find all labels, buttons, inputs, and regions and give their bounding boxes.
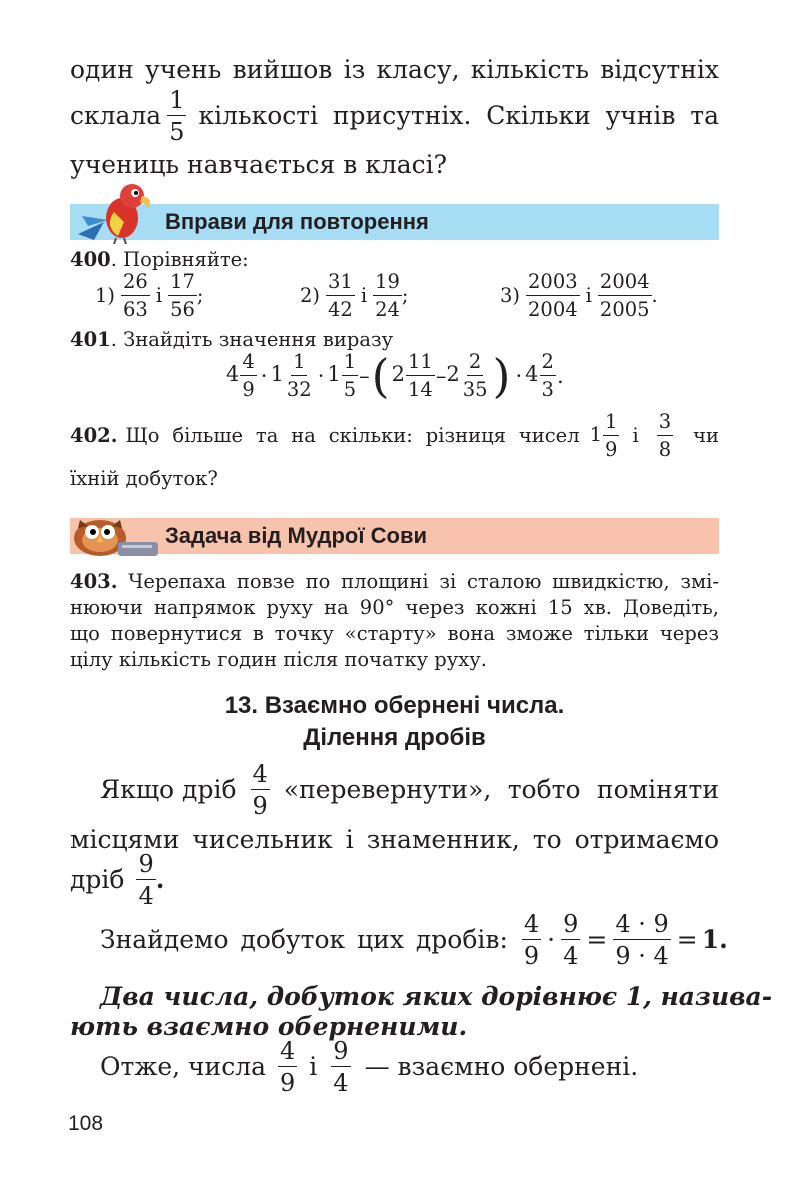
owl-icon — [70, 512, 162, 560]
p1-pre: Якщо дріб — [100, 775, 237, 804]
p2-pre: Знайдемо добуток цих дробів: — [100, 925, 508, 954]
intro-line-2-post: кількості присутніх. Скільки учнів та — [198, 101, 719, 130]
ex402-conj: і — [632, 423, 639, 447]
ex400-item-2-conj: і — [360, 283, 368, 307]
intro-line-2-pre: склала — [70, 101, 162, 130]
ex403-number: 403. — [70, 570, 118, 593]
ex401-minus-2: – — [435, 363, 447, 388]
p2-eq-1: = — [586, 925, 608, 954]
ex400-item-2-a: $\frac{31}{42}$ — [328, 270, 353, 321]
ex400-item-2 — [300, 272, 409, 319]
p3-line — [100, 1039, 638, 1095]
ex401-m1: 4 $\frac{4}{9}$ — [226, 350, 255, 401]
ex400-item-1 — [95, 272, 204, 319]
ex400-item-3-label: 3) — [500, 283, 521, 307]
ex400-item-2-end: ; — [401, 283, 409, 307]
ex403-line-4: цілу кількість годин після початку руху. — [70, 648, 487, 671]
p3-frac-2: $\frac{9}{4}$ — [333, 1037, 349, 1097]
p3-conj: і — [309, 1052, 318, 1081]
ex401-text: . Знайдіть значення виразу — [110, 328, 394, 351]
ex400-item-1-b: $\frac{17}{56}$ — [170, 270, 195, 321]
ex402-post: чи — [693, 423, 719, 447]
section-title-1: 13. Взаємно обернені числа. — [224, 692, 565, 719]
page-number: 108 — [68, 1112, 104, 1135]
ex401-number: 401 — [70, 328, 111, 351]
intro-line-2 — [70, 88, 719, 144]
owl-banner — [70, 518, 719, 554]
ex402-text: Що більше та на скільки: різниця чисел — [125, 423, 580, 447]
p2-line — [100, 912, 728, 968]
p1-line-3-pre: дріб — [70, 865, 125, 894]
ex402-line-1 — [70, 412, 719, 459]
ex400-item-2-b: $\frac{19}{24}$ — [375, 270, 400, 321]
p1-line-1 — [100, 762, 719, 818]
ex401-m4: 2 $\frac{11}{14}$ — [391, 350, 433, 401]
review-banner-title: Вправи для повторення — [165, 209, 429, 234]
ex401-m2: 1 $\frac{1}{32}$ — [270, 350, 312, 401]
p1-line-2: місцями чисельник і знаменник, то отримаємо — [70, 825, 719, 854]
ex401-m6: 4 $\frac{2}{3}$ — [525, 350, 554, 401]
p1-line-3-end: . — [155, 865, 165, 894]
p3-pre: Отже, числа — [100, 1052, 266, 1081]
intro-line-1: один учень вийшов із класу, кількість відсутніх — [70, 55, 719, 84]
definition-line-2: ють взаємно оберненими. — [70, 1012, 468, 1041]
ex401-expression — [226, 348, 564, 403]
p2-result: 1. — [701, 925, 728, 954]
ex402-number: 402. — [70, 423, 118, 447]
ex401-m3: 1 $\frac{1}{5}$ — [327, 350, 357, 401]
ex400-item-3-end: . — [651, 283, 658, 307]
ex402-mixed: 1 $\frac{1}{9}$ — [589, 410, 618, 461]
ex400-item-1-end: ; — [196, 283, 204, 307]
ex400-item-2-label: 2) — [300, 283, 321, 307]
p2-eq-2: = — [676, 925, 698, 954]
ex403-line-2: нюючи напрямок руху на 90° через кожні 15 хв. Доведіть, — [70, 596, 719, 619]
ex402-frac: $\frac{3}{8}$ — [658, 410, 672, 461]
ex403-line-3: що повернутися в точку «старту» вона зможе тільки через — [70, 622, 719, 645]
ex402-line-2: їхній добуток? — [70, 467, 218, 490]
ex401-minus-1: – — [359, 363, 370, 388]
intro-fraction: $\frac{1}{5}$ — [169, 86, 185, 146]
ex403-text-1: Черепаха повзе по площині зі сталою швидкістю, змі- — [128, 570, 719, 593]
p1-fraction: $\frac{4}{9}$ — [252, 760, 268, 820]
ex400-item-3-a: $\frac{2003}{2004}$ — [528, 270, 578, 321]
section-title-2: Ділення дробів — [303, 724, 486, 751]
review-banner — [70, 204, 719, 240]
ex401-rparen: ) — [492, 348, 511, 403]
ex400-item-1-label: 1) — [95, 283, 116, 307]
p1-fraction-2: $\frac{9}{4}$ — [138, 850, 154, 910]
p2-frac-1: $\frac{4}{9}$ — [523, 910, 540, 970]
owl-banner-title: Задача від Мудрої Сови — [165, 523, 428, 548]
p3-frac-1: $\frac{4}{9}$ — [280, 1037, 296, 1097]
p1-post: «перевернути», тобто поміняти — [283, 775, 719, 804]
p2-dot: · — [547, 925, 556, 954]
p2-frac-3: $\frac{4 \cdot 9}{9 \cdot 4}$ — [615, 910, 669, 970]
parrot-icon — [74, 182, 166, 244]
intro-line-3: учениць навчається в класі? — [70, 150, 448, 179]
definition-line-1: Два числа, добуток яких дорівнює 1, називa- — [100, 982, 773, 1011]
ex400-number: 400 — [70, 248, 111, 271]
p3-post: — взаємно обернені. — [364, 1052, 639, 1081]
ex401-dot-3: · — [515, 363, 523, 388]
p1-line-3 — [70, 852, 164, 908]
ex401-lparen: ( — [371, 348, 390, 403]
ex400-item-3 — [500, 272, 658, 319]
ex400-header — [70, 247, 249, 273]
ex400-item-3-b: $\frac{2004}{2005}$ — [599, 270, 650, 321]
ex400-item-3-conj: і — [585, 283, 592, 307]
p2-frac-2: $\frac{9}{4}$ — [563, 910, 579, 970]
ex401-m5: 2 $\frac{2}{35}$ — [446, 350, 488, 401]
ex400-item-1-conj: і — [155, 283, 163, 307]
ex400-text: . Порівняйте: — [110, 248, 249, 271]
ex401-dot-1: · — [260, 363, 268, 388]
ex401-end: . — [556, 363, 564, 388]
ex403-line-1 — [70, 569, 719, 595]
ex401-dot-2: · — [317, 363, 325, 388]
ex400-item-1-a: $\frac{26}{63}$ — [123, 270, 148, 321]
